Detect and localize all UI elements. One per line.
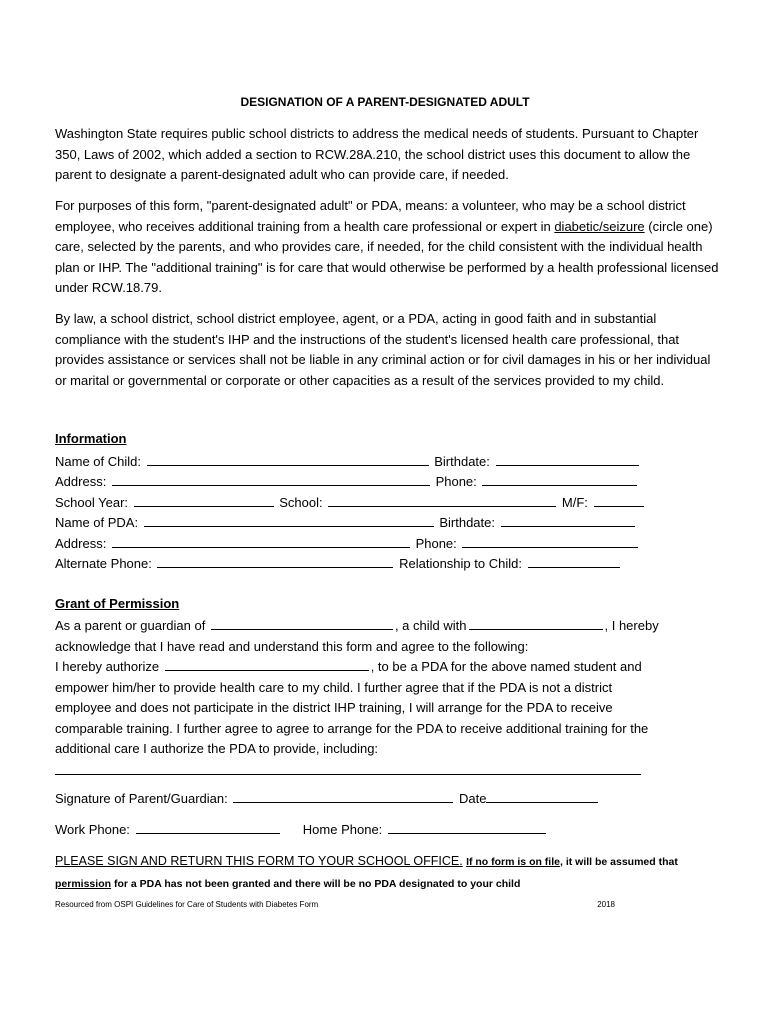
- pda-birthdate-label: Birthdate:: [439, 515, 495, 530]
- child-name-field[interactable]: [211, 616, 393, 630]
- relationship-field[interactable]: [528, 554, 620, 568]
- liability-paragraph: By law, a school district, school district employee, agent, or a PDA, acting in good faith and in substantial compliance with the student's IHP and the instructions of the student's licensed health care professional, that provides assistance or services shall not be liable in any criminal action or for civil damages in his or her individual or marital or governmental or corporate or other capacities as a result of the services provided to my child.: [55, 311, 711, 388]
- grant-line-3: [55, 657, 720, 678]
- grant-text-3a: I hereby authorize: [55, 659, 160, 674]
- school-year-field[interactable]: [134, 493, 274, 507]
- home-phone-label: Home Phone:: [302, 822, 383, 837]
- definition-text-b: (circle one) care, selected by the parents, and who provides care, if needed, for the child consistent with the individual health plan or IHP. The "additional training" is for care that would otherwise be performed by a health professional licensed under RCW.18.79.: [55, 218, 719, 295]
- work-phone-field[interactable]: [136, 820, 280, 834]
- address-field[interactable]: [112, 472, 430, 486]
- phone-field[interactable]: [482, 472, 637, 486]
- grant-line-2: acknowledge that I have read and understand this form and agree to the following:: [55, 638, 529, 654]
- pda-phone-field[interactable]: [462, 534, 638, 548]
- grant-heading: Grant of Permission: [55, 596, 180, 611]
- mf-field[interactable]: [594, 493, 644, 507]
- info-row-pda-address: [55, 534, 640, 554]
- return-instruction: PLEASE SIGN AND RETURN THIS FORM TO YOUR SCHOOL OFFICE.: [55, 854, 463, 868]
- birthdate-field[interactable]: [496, 452, 639, 466]
- footer-source: Resourced from OSPI Guidelines for Care of Students with Diabetes Form: [55, 900, 319, 909]
- phone-row: [55, 820, 548, 837]
- address-label: Address:: [55, 474, 107, 489]
- mf-label: M/F:: [561, 495, 588, 510]
- alternate-phone-label: Alternate Phone:: [55, 556, 152, 571]
- grant-text-3b: , to be a PDA for the above named student and: [370, 659, 642, 674]
- no-pda-text: for a PDA has not been granted and there will be no PDA designated to your child: [111, 878, 521, 890]
- definition-text-a: For purposes of this form, "parent-designated adult" or PDA, means: a volunteer, who may be a school district employee, who receives additional training from a health care professional or expert in: [55, 198, 686, 234]
- pda-phone-label: Phone:: [415, 536, 457, 551]
- phone-label: Phone:: [435, 474, 477, 489]
- diabetic-seizure-choice[interactable]: diabetic/seizure: [554, 218, 645, 234]
- pda-address-field[interactable]: [112, 534, 410, 548]
- relationship-label: Relationship to Child:: [399, 556, 522, 571]
- return-notice: [55, 851, 720, 895]
- name-of-child-label: Name of Child:: [55, 454, 141, 469]
- authorized-pda-field[interactable]: [165, 657, 369, 671]
- school-field[interactable]: [328, 493, 556, 507]
- signature-field[interactable]: [233, 789, 453, 803]
- grant-text-1b: , a child with: [394, 618, 467, 633]
- grant-line-1: [55, 616, 720, 637]
- footer-year: 2018: [597, 900, 615, 909]
- date-label: Date: [458, 791, 487, 806]
- signature-row: [55, 789, 600, 806]
- home-phone-field[interactable]: [388, 820, 546, 834]
- info-row-school: [55, 493, 646, 513]
- name-of-pda-label: Name of PDA:: [55, 515, 139, 530]
- grant-line-6: comparable training. I further agree to agree to arrange for the PDA to receive additional training for the: [55, 720, 649, 736]
- work-phone-label: Work Phone:: [55, 822, 130, 837]
- grant-line-4: empower him/her to provide health care to my child. I further agree that if the PDA is not a district: [55, 679, 613, 695]
- name-of-pda-field[interactable]: [144, 513, 434, 527]
- pda-address-label: Address:: [55, 536, 107, 551]
- grant-line-7: additional care I authorize the PDA to provide, including:: [55, 741, 379, 756]
- signature-label: Signature of Parent/Guardian:: [55, 791, 228, 806]
- care-details-field[interactable]: [55, 774, 641, 775]
- info-row-address: [55, 472, 639, 492]
- intro-paragraph: Washington State requires public school districts to address the medical needs of students. Pursuant to Chapter 350, Laws of 2002, which added a section to RCW.28A.210, the school district uses this document to allow the parent to designate a parent-designated adult who can provide care, if needed.: [55, 126, 699, 182]
- definition-paragraph: [55, 196, 720, 299]
- page-title: DESIGNATION OF A PARENT-DESIGNATED ADULT: [240, 95, 530, 109]
- info-row-alternate: [55, 554, 622, 574]
- grant-line-5: employee and does not participate in the district IHP training, I will arrange for the PDA to receive: [55, 700, 613, 715]
- permission-text: permission: [55, 878, 112, 890]
- school-label: School:: [279, 495, 323, 510]
- grant-text-1a: As a parent or guardian of: [55, 618, 206, 633]
- birthdate-label: Birthdate:: [434, 454, 490, 469]
- date-field[interactable]: [486, 789, 598, 803]
- grant-body: [55, 616, 720, 760]
- alternate-phone-field[interactable]: [157, 554, 393, 568]
- information-heading: Information: [55, 431, 127, 446]
- footer: [55, 900, 615, 909]
- grant-text-1c: , I hereby: [604, 618, 659, 633]
- no-form-text: If no form is on file: [466, 856, 560, 868]
- school-year-label: School Year:: [55, 495, 129, 510]
- pda-birthdate-field[interactable]: [501, 513, 635, 527]
- info-row-child: [55, 452, 641, 472]
- name-of-child-field[interactable]: [147, 452, 429, 466]
- assumed-text: , it will be assumed that: [559, 856, 678, 868]
- info-row-pda: [55, 513, 637, 533]
- condition-field[interactable]: [469, 616, 603, 630]
